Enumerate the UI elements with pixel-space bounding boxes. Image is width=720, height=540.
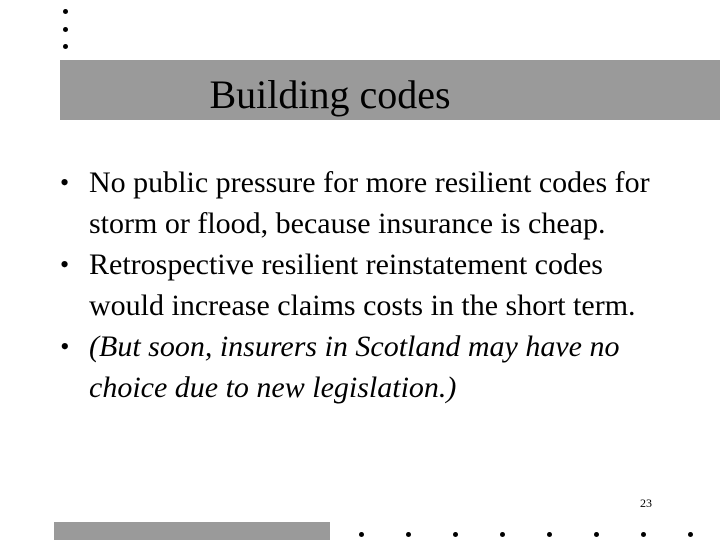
- bullet-text: Retrospective resilient reinstatement codes would increase claims costs in the short term.: [89, 248, 636, 322]
- bullet-item: [58, 162, 678, 244]
- slide-title: Building codes: [209, 72, 451, 117]
- dot-icon: [453, 532, 458, 537]
- bullet-list: [58, 162, 678, 408]
- dot-icon: [594, 532, 599, 537]
- bullet-icon: •: [60, 168, 70, 197]
- dot-icon: [359, 532, 364, 537]
- dot-icon: [547, 532, 552, 537]
- bullet-text: (But soon, insurers in Scotland may have no choice due to new legislation.): [89, 330, 620, 404]
- footer-bar: [54, 522, 330, 540]
- page-number: 23: [640, 496, 652, 510]
- dot-icon: [63, 9, 68, 14]
- dot-icon: [63, 27, 68, 32]
- bullet-icon: •: [60, 332, 70, 361]
- dot-icon: [500, 532, 505, 537]
- bullet-icon: •: [60, 250, 70, 279]
- dot-icon: [641, 532, 646, 537]
- dot-icon: [688, 532, 693, 537]
- bullet-text: No public pressure for more resilient codes for storm or flood, because insurance is cheap.: [89, 166, 650, 240]
- bullet-item: [58, 326, 678, 408]
- dot-icon: [406, 532, 411, 537]
- bullet-item: [58, 244, 678, 326]
- dot-icon: [63, 44, 68, 49]
